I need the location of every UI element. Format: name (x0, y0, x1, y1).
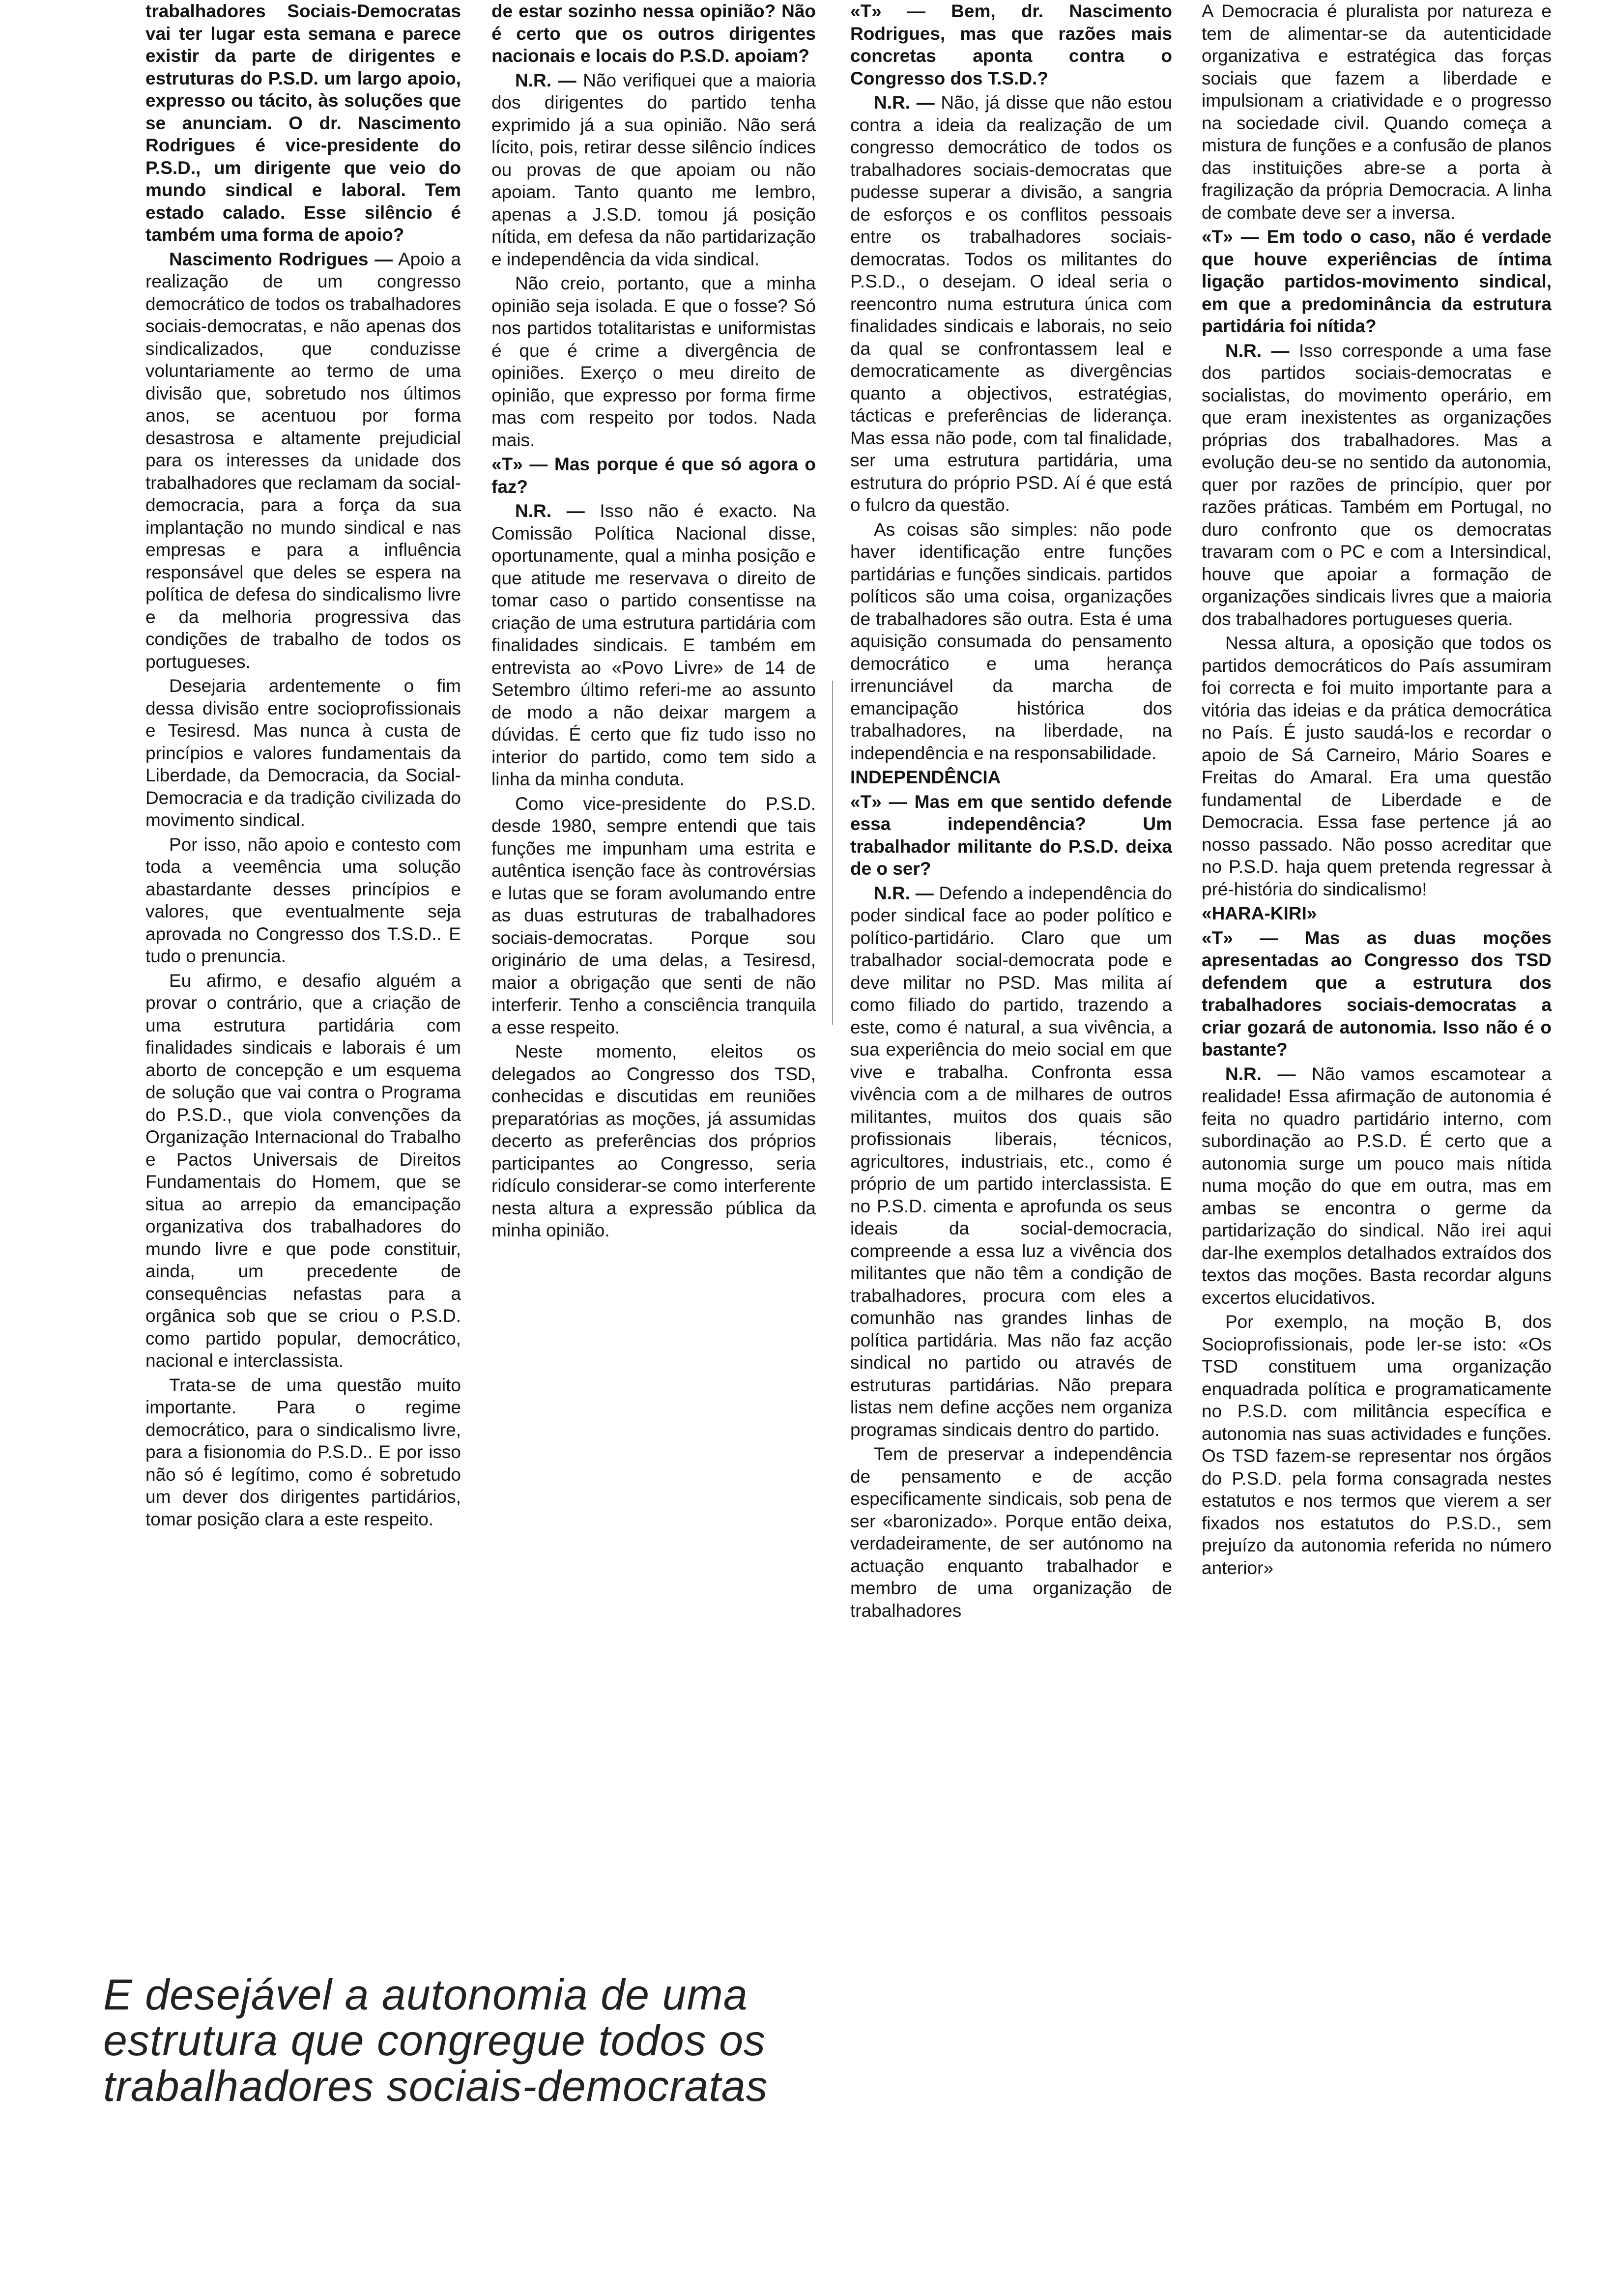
article-paragraph (1202, 340, 1552, 631)
speaker-name: N.R. — (515, 70, 576, 90)
article-paragraph (850, 882, 1172, 1441)
article-paragraph (491, 272, 816, 451)
article-paragraph (850, 91, 1172, 517)
interview-question (491, 0, 816, 67)
paragraph-text: Isso não é exacto. Na Comissão Política Nacional disse, oportunamente, qual a minha posição e que atitude me reservava o direito de tomar caso o partido consentisse na criação de uma estrutura partidária com finalidades sindicais. E também em entrevista ao «Povo Livre» de 14 de Setembro último referi-me ao assunto de modo a não deixar margem a dúvidas. É certo que fiz tudo isso no interior do partido, como tem sido a linha da minha conduta. (491, 501, 816, 789)
column-divider (832, 681, 833, 1025)
article-paragraph (1202, 1311, 1552, 1579)
paragraph-text: Não vamos escamotear a realidade! Essa afirmação de autonomia é feita no quadro partidário interno, com subordinação ao P.S.D. É certo que a autonomia surge um pouco mais nítida numa moção do que em outra, mas em ambas se encontra o germe da partidarização do sindical. Não irei aqui dar-lhe exemplos detalhados extraídos dos textos das moções. Basta recordar alguns excertos elucidativos. (1202, 1063, 1552, 1308)
paragraph-text: Por exemplo, na moção B, dos Socioprofissionais, pode ler-se isto: «Os TSD constituem uma organização enquadrada política e programaticamente no P.S.D. com militância específica e autonomia nas suas actividades e funções. Os TSD fazem-se representar nos órgãos do P.S.D. pela forma consagrada nestes estatutos e nos termos que vierem a ser fixados nos estatutos do P.S.D., sem prejuízo da autonomia referida no número anterior» (1202, 1312, 1552, 1578)
speaker-name: N.R. — (874, 92, 935, 113)
article-paragraph (145, 675, 461, 832)
interview-question (491, 453, 816, 498)
article-paragraph (1202, 1063, 1552, 1309)
interview-question (1202, 226, 1552, 338)
paragraph-text: Trata-se de uma questão muito importante. Para o regime democrático, para o sindicalismo livre, para a fisionomia do P.S.D.. E por isso não só é legítimo, como é sobretudo um dever dos dirigentes partidários, tomar posição clara a este respeito. (145, 1375, 461, 1529)
interview-question (145, 0, 461, 246)
pull-quote: E desejável a autonomia de uma estrutura que congregue todos os trabalhadores sociais-democratas (103, 1970, 768, 2110)
article-paragraph (491, 793, 816, 1039)
paragraph-text: Nessa altura, a oposição que todos os partidos democráticos do País assumiram foi correcta e foi muito importante para a vitória das ideias e da prática democrática no País. É justo saudá-los e recordar o apoio de Sá Carneiro, Mário Soares e Freitas do Amaral. Era uma questão fundamental de Liberdade e de Democracia. Essa fase pertence já ao nosso passado. Não posso acreditar que no P.S.D. haja quem pretenda regressar à pré-história do sindicalismo! (1202, 633, 1552, 899)
section-subheading: INDEPENDÊNCIA (850, 767, 1001, 787)
article-paragraph (491, 69, 816, 271)
article-column-3 (850, 0, 1172, 1624)
paragraph-text: A Democracia é pluralista por natureza e tem de alimentar-se da autenticidade organizativa e estratégica das forças sociais que fazem a liberdade e impulsionam a criatividade e o progresso na sociedade civil. Quando começa a mistura de funções e a confusão de planos das instituições abre-se a porta à fragilização da própria Democracia. A linha de combate deve ser a inversa. (1202, 1, 1552, 223)
paragraph-text: Não, já disse que não estou contra a ideia da realização de um congresso democrático de todos os trabalhadores sociais-democratas que pudesse superar a divisão, a sangria de esforços e os conflitos pessoais entre os trabalhadores sociais-democratas. Todos os militantes do P.S.D., o desejam. O ideal seria o reencontro numa estrutura única com finalidades sindicais e laborais, no seio da qual se confrontassem leal e democraticamente as divergências quanto a objectivos, estratégias, tácticas e preferências de liderança. Mas essa não pode, com tal finalidade, ser uma estrutura partidária, uma estrutura do próprio PSD. Aí é que está o fulcro da questão. (850, 92, 1172, 515)
paragraph-text: de estar sozinho nessa opinião? Não é certo que os outros dirigentes nacionais e locais do P.S.D. apoiam? (491, 1, 816, 66)
article-paragraph (145, 248, 461, 673)
article-column-1 (145, 0, 461, 1532)
paragraph-text: Não verifiquei que a maioria dos dirigentes do partido tenha exprimido já a sua opinião. Não será lícito, pois, retirar desse silêncio índices ou provas de que apoiam ou não apoiam. Tanto quanto me lembro, apenas a J.S.D. tomou já posição nítida, em defesa da não partidarização e independência da vida sindical. (491, 70, 816, 269)
paragraph-text: Não creio, portanto, que a minha opinião seja isolada. E que o fosse? Só nos partidos totalitaristas e uniformistas é que é crime a divergência de opiniões. Exerço o meu direito de opinião, que expresso por forma firme mas com respeito por todos. Nada mais. (491, 273, 816, 450)
article-paragraph (1202, 632, 1552, 900)
article-paragraph (491, 500, 816, 791)
paragraph-text: Como vice-presidente do P.S.D. desde 1980, sempre entendi que tais funções me impunham uma estrita e autêntica isenção face às controvérsias e lutas que se foram avolumando entre as duas estruturas de trabalhadores sociais-democratas. Porque sou originário de uma delas, a Tesiresd, maior a obrigação que senti de não interferir. Tenho a consciência tranquila a esse respeito. (491, 793, 816, 1037)
article-paragraph (850, 1443, 1172, 1622)
interview-question (850, 791, 1172, 880)
article-paragraph (145, 1374, 461, 1531)
paragraph-text: «T» — Bem, dr. Nascimento Rodrigues, mas que razões mais concretas aponta contra o Congresso dos T.S.D.? (850, 1, 1172, 88)
speaker-name: N.R. — (874, 883, 934, 903)
speaker-name: N.R. — (1225, 340, 1290, 361)
speaker-name: N.R. — (515, 501, 585, 521)
paragraph-text: Desejaria ardentemente o fim dessa divisão entre socioprofissionais e Tesiresd. Mas nunca à custa de princípios e valores fundamentais da Liberdade, da Democracia, da Social-Democracia e da tradição civilizada do movimento sindical. (145, 676, 461, 830)
interview-question (1202, 927, 1552, 1061)
paragraph-text: Tem de preservar a independência de pensamento e de acção especificamente sindicais, sob pena de ser «baronizado». Porque então deixa, verdadeiramente, de ser autónomo na actuação enquanto trabalhador e membro de uma organização de trabalhadores (850, 1444, 1172, 1621)
speaker-name: N.R. — (1225, 1063, 1296, 1084)
article-paragraph (1202, 0, 1552, 224)
paragraph-text: «T» — Em todo o caso, não é verdade que houve experiências de íntima ligação partidos-movimento sindical, em que a predominância da estrutura partidária foi nítida? (1202, 227, 1552, 336)
paragraph-text: Isso corresponde a uma fase dos partidos sociais-democratas e socialistas, do movimento operário, em que eram inexistentes as organizações próprias dos trabalhadores. Mas a evolução deu-se no sentido da autonomia, quer por razões de princípio, quer por razões práticas. Também em Portugal, no duro confronto que os democratas travaram com o PC e com a Intersindical, houve que apoiar a formação de organizações sindicais livres que a maioria dos trabalhadores portugueses queria. (1202, 340, 1552, 629)
article-column-2 (491, 0, 816, 1244)
paragraph-text: Apoio a realização de um congresso democrático de todos os trabalhadores sociais-democratas, e não apenas dos sindicalizados, que conduzisse voluntariamente ao termo de uma divisão que, sobretudo nos últimos anos, se acentuou por forma desastrosa e altamente prejudicial para os interesses da unidade dos trabalhadores que reclamam da social-democracia, para a força da sua implantação no mundo sindical e nas empresas e para a influência responsável que deles se espera na política de defesa do sindicalismo livre e da melhoria progressiva das condições de trabalho de todos os portugueses. (145, 249, 461, 672)
paragraph-text: Por isso, não apoio e contesto com toda a veemência uma solução abastardante desses princípios e valores, que eventualmente seja aprovada no Congresso dos T.S.D.. E tudo o prenuncia. (145, 834, 461, 966)
article-column-4 (1202, 0, 1552, 1581)
paragraph-text: Neste momento, eleitos os delegados ao Congresso dos TSD, conhecidas e discutidas em reuniões preparatórias as moções, já assumidas decerto as preferências dos próprios participantes ao Congresso, seria ridículo considerar-se como interferente nesta altura a expressão pública da minha opinião. (491, 1041, 816, 1240)
interview-question (850, 0, 1172, 89)
paragraph-text: «T» — Mas em que sentido defende essa independência? Um trabalhador militante do P.S.D. deixa de o ser? (850, 791, 1172, 879)
article-paragraph (145, 970, 461, 1372)
article-paragraph (145, 833, 461, 968)
paragraph-text: «T» — Mas porque é que só agora o faz? (491, 454, 816, 497)
section-subheading: «HARA-KIRI» (1202, 903, 1317, 923)
paragraph-text: trabalhadores Sociais-Democratas vai ter lugar esta semana e parece existir da parte de dirigentes e estruturas do P.S.D. um largo apoio, expresso ou tácito, às soluções que se anunciam. O dr. Nascimento Rodrigues é vice-presidente do P.S.D., um dirigente que veio do mundo sindical e laboral. Tem estado calado. Esse silêncio é também uma forma de apoio? (145, 1, 461, 245)
article-paragraph (491, 1040, 816, 1242)
paragraph-text: Defendo a independência do poder sindical face ao poder político e político-partidário. Claro que um trabalhador social-democrata pode e deve militar no PSD. Mas milita aí como filiado do partido, trazendo a este, como é natural, a sua vivência, a sua experiência do meio social em que vive e trabalha. Confronta essa vivência com a de milhares de outros militantes, muitos dos quais são profissionais liberais, técnicos, agricultores, industriais, etc., como é próprio de um partido interclassista. E no P.S.D. cimenta e aprofunda os seus ideais da social-democracia, compreende a essa luz a vivência dos militantes que não têm a condição de trabalhadores, procura com eles a comunhão nas grandes linhas de política partidária. Mas não faz acção sindical no partido ou através de estruturas partidárias. Não prepara listas nem define acções nem organiza programas sindicais dentro do partido. (850, 883, 1172, 1440)
paragraph-text: Eu afirmo, e desafio alguém a provar o contrário, que a criação de uma estrutura partidária com finalidades sindicais e laborais é um aborto de concepção e um esquema de solução que vai contra o Programa do P.S.D., que viola convenções da Organização Internacional do Trabalho e Pactos Universais de Direitos Fundamentais do Homem, que se situa ao arrepio da emancipação organizativa dos trabalhadores do mundo livre e que pode constituir, ainda, um precedente de consequências nefastas para a orgânica sob que se criou o P.S.D. como partido popular, democrático, nacional e interclassista. (145, 970, 461, 1371)
paragraph-text: «T» — Mas as duas moções apresentadas ao Congresso dos TSD defendem que a estrutura dos trabalhadores sociais-democratas a criar gozará de autonomia. Isso não é o bastante? (1202, 927, 1552, 1060)
speaker-name: Nascimento Rodrigues — (169, 249, 393, 269)
paragraph-text: As coisas são simples: não pode haver identificação entre funções partidárias e funções sindicais. partidos políticos são uma coisa, organizações de trabalhadores são outra. Esta é uma aquisição consumada do pensamento democrático e uma herança irrenunciável da marcha de emancipação histórica dos trabalhadores, na liberdade, na independência e na responsabilidade. (850, 519, 1172, 763)
article-paragraph (850, 518, 1172, 765)
